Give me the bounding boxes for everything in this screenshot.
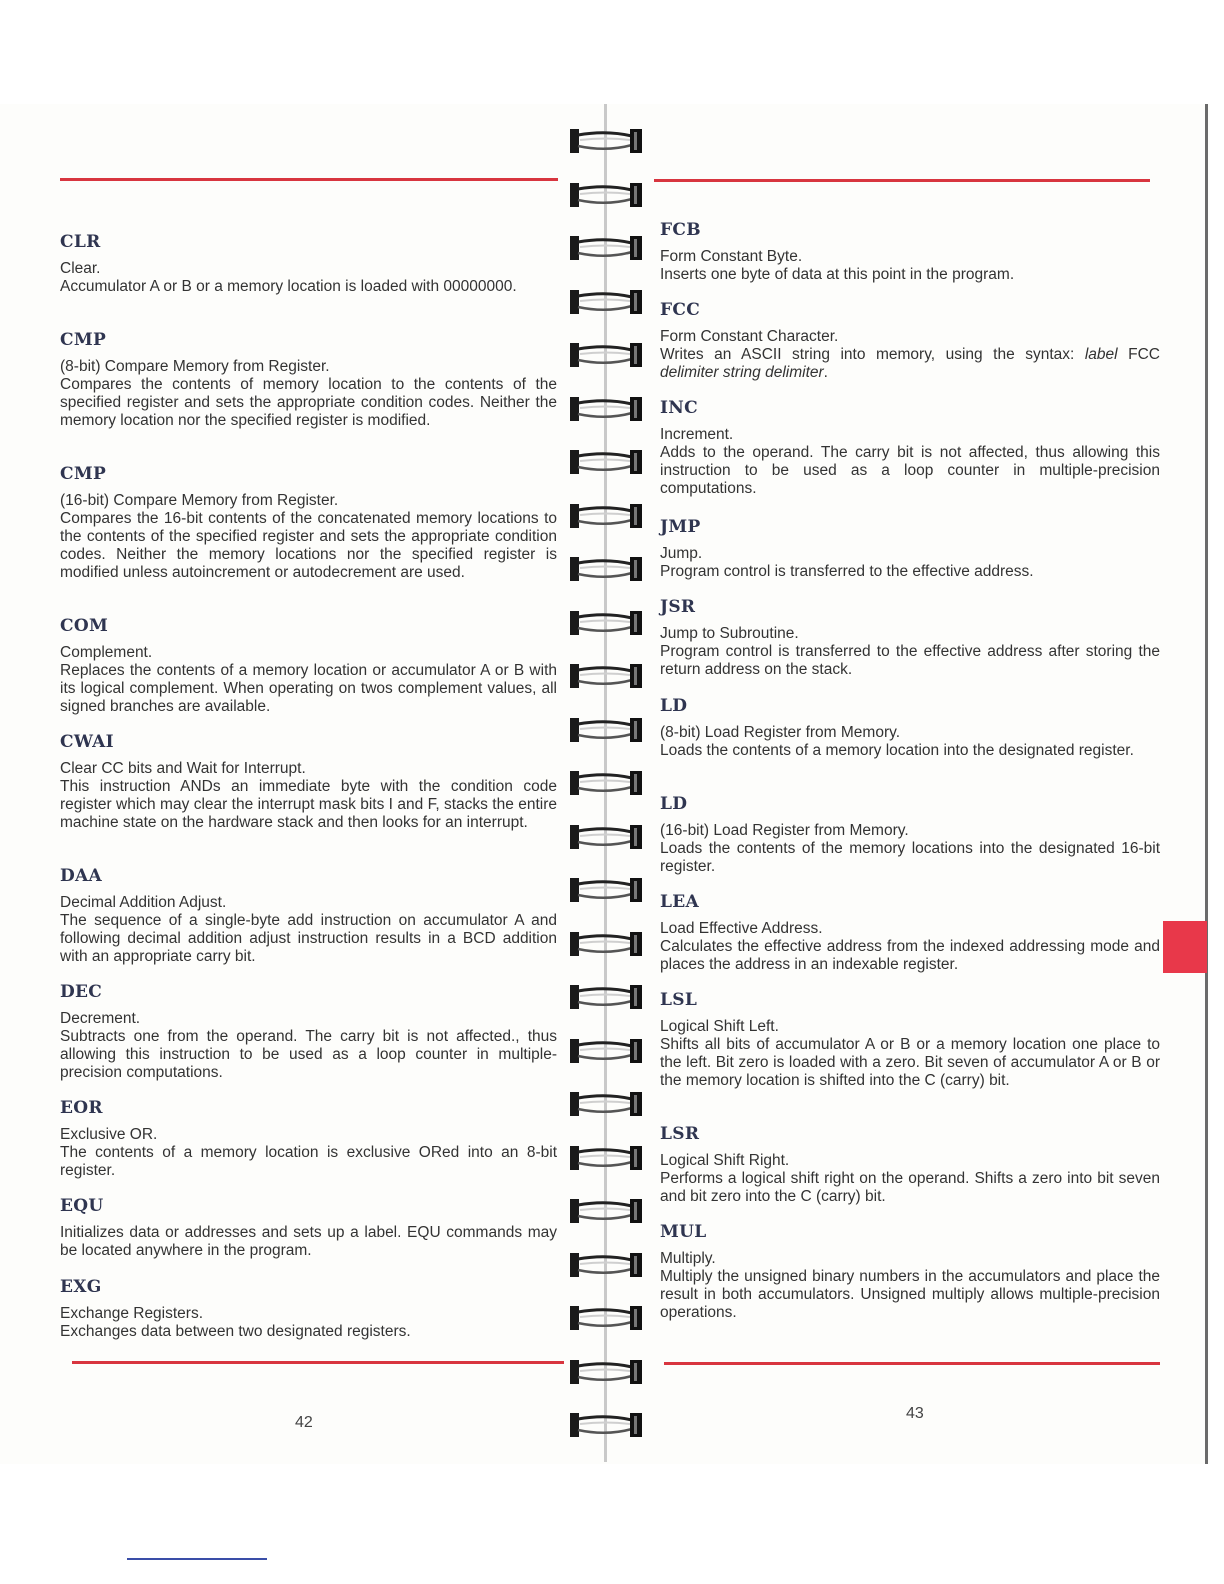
entry-title: Jump. [660, 545, 703, 562]
binding-ring-icon [566, 554, 648, 584]
entry-mul [660, 1222, 1160, 1322]
entry-description [660, 346, 1160, 382]
binding-ring-icon [566, 768, 648, 798]
scan-artifact-line [127, 1558, 267, 1560]
binding-ring-icon [566, 1143, 648, 1173]
left-page-number: 42 [295, 1414, 313, 1431]
entry-cwai [60, 732, 557, 832]
entry-description: Adds to the operand. The carry bit is not affected, thus allowing this instruction to be used as a loop counter in multiple-precision computations. [660, 444, 1160, 497]
entry-description: Calculates the effective address from the indexed addressing mode and places the address in an indexable register. [660, 938, 1160, 973]
entry-title: (16-bit) Load Register from Memory. [660, 822, 909, 839]
entry-title: Form Constant Character. [660, 328, 839, 345]
entry-term: DAA [60, 866, 103, 886]
entry-cmp-16bit [60, 464, 557, 582]
left-bottom-rule [72, 1361, 564, 1364]
binding-ring-icon [566, 1196, 648, 1226]
entry-title: (16-bit) Compare Memory from Register. [60, 492, 339, 509]
right-bottom-rule [664, 1362, 1160, 1365]
entry-term: LSR [660, 1124, 700, 1144]
entry-term: COM [60, 616, 109, 636]
entry-ld-8bit [660, 696, 1160, 760]
entry-description: Accumulator A or B or a memory location is loaded with 00000000. [60, 278, 517, 295]
entry-description: Subtracts one from the operand. The carry bit is not affected., thus allowing this instruction to be used as a loop counter in multiple-precision computations. [60, 1028, 557, 1081]
entry-description: Program control is transferred to the effective address. [660, 563, 1034, 580]
entry-fcb [660, 220, 1160, 284]
syntax-label: label [1084, 346, 1118, 363]
entry-title: Clear CC bits and Wait for Interrupt. [60, 760, 306, 777]
entry-daa [60, 866, 557, 966]
left-top-rule [60, 178, 558, 181]
entry-term: EOR [60, 1098, 103, 1118]
entry-description: Inserts one byte of data at this point in the program. [660, 266, 1015, 283]
entry-title: Load Effective Address. [660, 920, 823, 937]
right-page-number: 43 [906, 1405, 924, 1422]
syntax-prefix: Writes an ASCII string into memory, using the syntax: [660, 346, 1085, 363]
entry-exg [60, 1277, 557, 1341]
entry-description: Replaces the contents of a memory location or accumulator A or B with its logical complement. When operating on twos complement values, all signed branches are available. [60, 662, 557, 715]
entry-title: Jump to Subroutine. [660, 625, 799, 642]
binding-ring-icon [566, 1036, 648, 1066]
entry-description: Performs a logical shift right on the operand. Shifts a zero into bit seven and bit zero into the C (carry) bit. [660, 1170, 1160, 1205]
entry-description: The sequence of a single-byte add instruction on accumulator A and following decimal addition adjust instruction results in a BCD addition with an appropriate carry bit. [60, 912, 557, 965]
entry-fcc [660, 300, 1160, 382]
entry-inc [660, 398, 1160, 498]
entry-description: Program control is transferred to the effective address after storing the return address on the stack. [660, 643, 1160, 678]
entry-term: CMP [60, 330, 107, 350]
binding-ring-icon [566, 715, 648, 745]
entry-title: Exchange Registers. [60, 1305, 204, 1322]
entry-com [60, 616, 557, 716]
binding-ring-icon [566, 287, 648, 317]
syntax-suffix: . [823, 364, 828, 381]
entry-term: FCB [660, 220, 701, 240]
entry-term: LD [660, 794, 688, 814]
entry-title: Decimal Addition Adjust. [60, 894, 227, 911]
binding-ring-icon [566, 982, 648, 1012]
spiral-binding [562, 0, 652, 1584]
entry-term: DEC [60, 982, 103, 1002]
entry-description: Shifts all bits of accumulator A or B or a memory location one place to the left. Bit zero is loaded with a zero. Bit seven of accumulator A or B or the memory location is shifted into the C (carry) bit. [660, 1036, 1160, 1089]
entry-term: INC [660, 398, 698, 418]
binding-ring-icon [566, 233, 648, 263]
entry-equ [60, 1196, 557, 1260]
entry-description: Compares the contents of memory location to the contents of the specified register and sets the appropriate condition codes. Neither the memory location nor the specified register is modified. [60, 376, 557, 429]
entry-dec [60, 982, 557, 1082]
binding-ring-icon [566, 394, 648, 424]
entry-term: LD [660, 696, 688, 716]
binding-ring-icon [566, 608, 648, 638]
page-edge [1205, 104, 1208, 1464]
entry-term: JSR [660, 597, 696, 617]
binding-ring-icon [566, 340, 648, 370]
entry-term: CWAI [60, 732, 114, 752]
binding-ring-icon [566, 447, 648, 477]
entry-description: Multiply the unsigned binary numbers in the accumulators and place the result in both accumulators. Unsigned multiply allows multiple-precision operations. [660, 1268, 1160, 1321]
entry-title: Logical Shift Right. [660, 1152, 790, 1169]
binding-ring-icon [566, 1357, 648, 1387]
binding-ring-icon [566, 126, 648, 156]
entry-term: EQU [60, 1196, 104, 1216]
entry-title: Logical Shift Left. [660, 1018, 779, 1035]
syntax-middle: FCC [1117, 346, 1160, 363]
entry-lsl [660, 990, 1160, 1090]
entry-clr [60, 232, 557, 296]
right-top-rule [654, 179, 1150, 182]
entry-title: Complement. [60, 644, 153, 661]
entry-term: LEA [660, 892, 700, 912]
entry-eor [60, 1098, 557, 1180]
entry-lea [660, 892, 1160, 974]
entry-term: LSL [660, 990, 698, 1010]
entry-description: Initializes data or addresses and sets up a label. EQU commands may be located anywhere in the program. [60, 1224, 557, 1259]
entry-title: Increment. [660, 426, 734, 443]
binding-ring-icon [566, 661, 648, 691]
binding-ring-icon [566, 929, 648, 959]
entry-term: MUL [660, 1222, 707, 1242]
entry-lsr [660, 1124, 1160, 1206]
binding-ring-icon [566, 1250, 648, 1280]
entry-description: Compares the 16-bit contents of the concatenated memory locations to the contents of the specified register and sets the appropriate condition codes. Neither the memory locations nor the specified register is modified unless autoincrement or autodecrement are used. [60, 510, 557, 581]
entry-title: Decrement. [60, 1010, 141, 1027]
entry-ld-16bit [660, 794, 1160, 876]
red-index-tab [1163, 921, 1207, 973]
entry-description: Loads the contents of the memory locations into the designated 16-bit register. [660, 840, 1160, 875]
syntax-delimiter: delimiter string delimiter [660, 364, 824, 381]
entry-term: CMP [60, 464, 107, 484]
binding-ring-icon [566, 875, 648, 905]
binding-ring-icon [566, 501, 648, 531]
entry-jsr [660, 597, 1160, 679]
binding-ring-icon [566, 1089, 648, 1119]
entry-term: EXG [60, 1277, 102, 1297]
entry-title: (8-bit) Compare Memory from Register. [60, 358, 330, 375]
binding-ring-icon [566, 822, 648, 852]
entry-cmp-8bit [60, 330, 557, 430]
entry-jmp [660, 517, 1160, 581]
entry-title: Form Constant Byte. [660, 248, 803, 265]
entry-title: Multiply. [660, 1250, 716, 1267]
binding-ring-icon [566, 1303, 648, 1333]
entry-description: This instruction ANDs an immediate byte with the condition code register which may clear the interrupt mask bits I and F, stacks the entire machine state on the hardware stack and then looks for an interrupt. [60, 778, 557, 831]
binding-ring-icon [566, 1410, 648, 1440]
entry-description: Loads the contents of a memory location into the designated register. [660, 742, 1134, 759]
entry-term: FCC [660, 300, 701, 320]
entry-title: (8-bit) Load Register from Memory. [660, 724, 901, 741]
entry-term: CLR [60, 232, 101, 252]
entry-title: Clear. [60, 260, 101, 277]
entry-title: Exclusive OR. [60, 1126, 158, 1143]
entry-term: JMP [660, 517, 701, 537]
binding-ring-icon [566, 180, 648, 210]
entry-description: The contents of a memory location is exclusive ORed into an 8-bit register. [60, 1144, 557, 1179]
entry-description: Exchanges data between two designated registers. [60, 1323, 411, 1340]
